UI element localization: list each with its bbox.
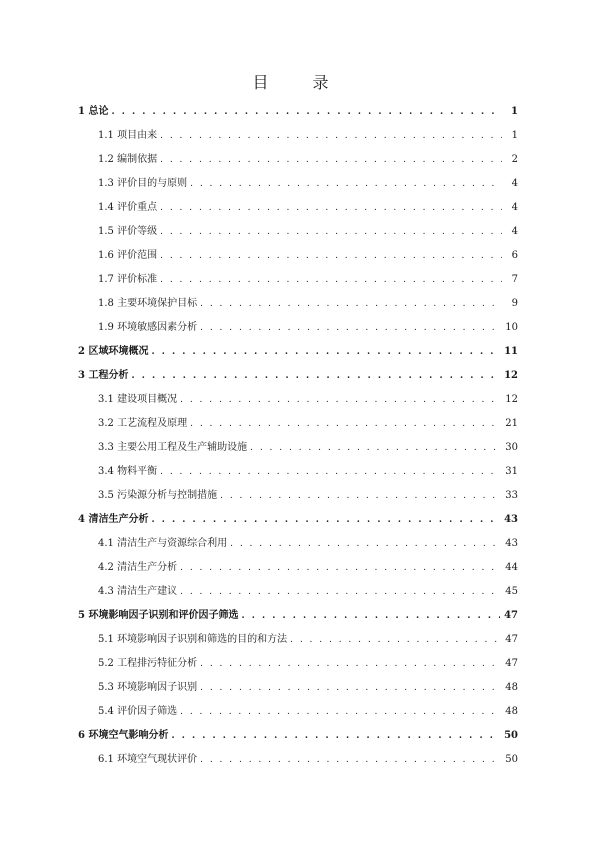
toc-entry[interactable] [98,440,518,456]
toc-entry-page-number: 31 [505,466,518,477]
toc-entry-page-number: 11 [504,346,518,357]
toc-entry-page-number: 30 [505,442,518,453]
toc-entry-page-number: 2 [511,154,518,165]
toc-entry-page-number: 47 [505,658,518,669]
toc-entry-label: 4.2 清洁生产分析 [98,562,178,573]
toc-entry[interactable] [98,584,518,600]
dot-leader [180,392,501,408]
toc-entry-page-number: 44 [505,562,518,573]
toc-entry[interactable] [78,728,518,744]
toc-entry-label: 5.4 评价因子筛选 [98,706,178,717]
toc-entry-label: 4.1 清洁生产与资源综合利用 [98,538,228,549]
toc-entry-page-number: 50 [505,754,518,765]
toc-entry[interactable] [98,704,518,720]
toc-entry-page-number: 33 [505,490,518,501]
toc-entry-label: 6 环境空气影响分析 [78,730,169,741]
toc-entry-label: 5 环境影响因子识别和评价因子筛选 [78,610,239,621]
toc-entry-label: 4 清洁生产分析 [78,514,149,525]
toc-entry-label: 1.8 主要环境保护目标 [98,298,198,309]
toc-entry-page-number: 10 [505,322,518,333]
toc-entry-label: 4.3 清洁生产建议 [98,586,178,597]
toc-entry-page-number: 1 [511,106,518,117]
dot-leader [160,224,502,240]
toc-entry[interactable] [98,488,518,504]
dot-leader [151,512,500,528]
toc-entry[interactable] [98,560,518,576]
toc-entry-page-number: 12 [505,394,518,405]
toc-entry[interactable] [98,680,518,696]
toc-entry-page-number: 1 [511,130,518,141]
toc-entry[interactable] [98,224,518,240]
toc-entry-label: 1.9 环境敏感因素分析 [98,322,198,333]
dot-leader [290,632,501,648]
toc-entry-label: 3.2 工艺流程及原理 [98,418,188,429]
dot-leader [160,152,502,168]
toc-entry[interactable] [78,104,518,120]
toc-entry[interactable] [98,176,518,192]
toc-entry[interactable] [98,128,518,144]
dot-leader [200,656,501,672]
dot-leader [220,488,501,504]
toc-entry-page-number: 9 [511,298,518,309]
toc-entry-page-number: 45 [505,586,518,597]
dot-leader [131,368,500,384]
dot-leader [200,680,501,696]
toc-entry-page-number: 47 [504,610,518,621]
toc-entry[interactable] [98,272,518,288]
toc-entry[interactable] [78,512,518,528]
toc-entry[interactable] [98,752,518,768]
dot-leader [171,728,500,744]
dot-leader [111,104,502,120]
toc-entry-page-number: 43 [504,514,518,525]
toc-entry[interactable] [78,368,518,384]
dot-leader [180,704,501,720]
toc-entry-page-number: 7 [511,274,518,285]
toc-entry-label: 1 总论 [78,106,109,117]
toc-entry[interactable] [78,608,518,624]
toc-entry[interactable] [98,392,518,408]
dot-leader [200,320,501,336]
toc-entry-label: 5.2 工程排污特征分析 [98,658,198,669]
dot-leader [241,608,500,624]
toc-entry-label: 5.3 环境影响因子识别 [98,682,198,693]
toc-entry-label: 1.7 评价标准 [98,274,158,285]
dot-leader [160,272,502,288]
toc-entry[interactable] [98,632,518,648]
toc-entry-label: 3.5 污染源分析与控制措施 [98,490,218,501]
toc-entry-label: 1.2 编制依据 [98,154,158,165]
toc-entry[interactable] [98,656,518,672]
toc-entry[interactable] [98,200,518,216]
toc-entry-label: 1.4 评价重点 [98,202,158,213]
dot-leader [200,296,502,312]
toc-entry[interactable] [98,248,518,264]
toc-entry-page-number: 4 [511,202,518,213]
toc-entry-label: 6.1 环境空气现状评价 [98,754,198,765]
dot-leader [160,200,502,216]
dot-leader [250,440,501,456]
toc-entry[interactable] [98,152,518,168]
dot-leader [151,344,500,360]
dot-leader [160,128,502,144]
toc-entry-label: 1.1 项目由来 [98,130,158,141]
toc-entry-page-number: 4 [511,178,518,189]
toc-entry[interactable] [98,416,518,432]
toc-entry-page-number: 48 [505,706,518,717]
toc-entry-page-number: 12 [504,370,518,381]
toc-entry-page-number: 4 [511,226,518,237]
toc-entry-page-number: 47 [505,634,518,645]
toc-entry-page-number: 6 [511,250,518,261]
toc-entry[interactable] [98,536,518,552]
toc-entry-page-number: 50 [504,730,518,741]
toc-entry-page-number: 21 [505,418,518,429]
dot-leader [160,464,501,480]
toc-entry-label: 3 工程分析 [78,370,129,381]
toc-entry[interactable] [78,344,518,360]
toc-entry-label: 3.1 建设项目概况 [98,394,178,405]
toc-entry-label: 2 区域环境概况 [78,346,149,357]
toc-entry-label: 1.5 评价等级 [98,226,158,237]
dot-leader [190,416,501,432]
toc-entry-label: 3.4 物料平衡 [98,466,158,477]
toc-entry-page-number: 48 [505,682,518,693]
toc-entry[interactable] [98,320,518,336]
toc-entry-label: 3.3 主要公用工程及生产辅助设施 [98,442,248,453]
toc-entry-label: 1.3 评价目的与原则 [98,178,188,189]
dot-leader [160,248,502,264]
toc-entry-page-number: 43 [505,538,518,549]
dot-leader [180,584,501,600]
toc-entry-label: 5.1 环境影响因子识别和筛选的目的和方法 [98,634,288,645]
dot-leader [230,536,501,552]
dot-leader [180,560,501,576]
toc-entry-label: 1.6 评价范围 [98,250,158,261]
dot-leader [200,752,501,768]
toc-entry[interactable] [98,296,518,312]
toc-entry[interactable] [98,464,518,480]
toc-title: 目 录 [252,73,343,92]
dot-leader [190,176,502,192]
